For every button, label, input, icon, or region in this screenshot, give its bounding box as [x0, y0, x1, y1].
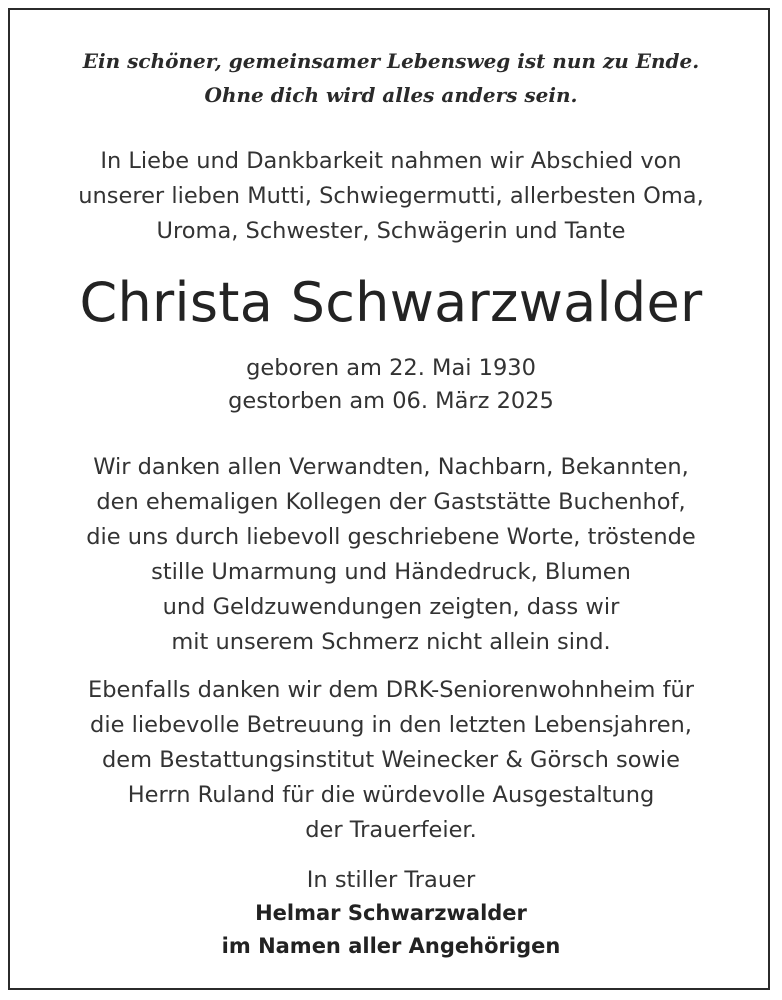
- thanks-line: Wir danken allen Verwandten, Nachbarn, Bekannten,: [93, 454, 689, 480]
- quote-line: Ein schöner, gemeinsamer Lebensweg ist nun zu Ende.: [82, 49, 700, 73]
- thanks-paragraph: [0, 450, 782, 660]
- additional-thanks-line: Ebenfalls danken wir dem DRK-Seniorenwohnheim für: [87, 677, 695, 703]
- signer-name: Helmar Schwarzwalder: [255, 901, 527, 925]
- life-dates: [0, 352, 782, 418]
- thanks-line: den ehemaligen Kollegen der Gaststätte Buchenhof,: [96, 489, 686, 515]
- additional-thanks-line: Herrn Ruland für die würdevolle Ausgestaltung: [127, 782, 655, 808]
- death-date: gestorben am 06. März 2025: [228, 388, 554, 414]
- intro-line: Uroma, Schwester, Schwägerin und Tante: [156, 218, 626, 244]
- thanks-line: stille Umarmung und Händedruck, Blumen: [151, 559, 631, 585]
- intro-paragraph: [0, 144, 782, 249]
- thanks-line: mit unserem Schmerz nicht allein sind.: [171, 629, 611, 655]
- intro-line: In Liebe und Dankbarkeit nahmen wir Abschied von: [100, 148, 682, 174]
- quote-line: Ohne dich wird alles anders sein.: [204, 83, 578, 107]
- additional-thanks-line: die liebevolle Betreuung in den letzten Lebensjahren,: [90, 712, 692, 738]
- deceased-name: Christa Schwarzwalder: [79, 271, 703, 334]
- signer-note: im Namen aller Angehörigen: [221, 934, 561, 958]
- thanks-line: die uns durch liebevoll geschriebene Worte, tröstende: [86, 524, 696, 550]
- intro-line: unserer lieben Mutti, Schwiegermutti, allerbesten Oma,: [78, 183, 704, 209]
- birth-date: geboren am 22. Mai 1930: [246, 355, 536, 381]
- additional-thanks-line: der Trauerfeier.: [305, 817, 477, 843]
- closing-text: In stiller Trauer: [306, 867, 476, 893]
- opening-quote: [0, 44, 782, 112]
- thanks-line: und Geldzuwendungen zeigten, dass wir: [162, 594, 620, 620]
- additional-thanks-line: dem Bestattungsinstitut Weinecker & Görsch sowie: [102, 747, 680, 773]
- signature-block: [0, 897, 782, 963]
- additional-thanks-paragraph: [0, 673, 782, 848]
